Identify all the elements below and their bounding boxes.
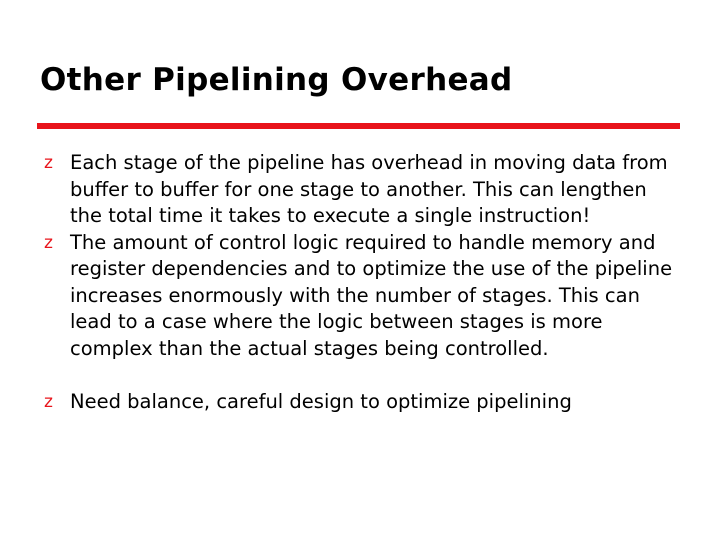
slide-title: Other Pipelining Overhead [40, 62, 513, 98]
bullet-text: Need balance, careful design to optimize pipelining [70, 390, 572, 413]
bullet-marker-icon: z [44, 153, 53, 173]
bullet-item-3 [44, 389, 684, 416]
bullet-marker-icon: z [44, 232, 53, 253]
bullet-item-1 [44, 150, 684, 230]
bullet-marker-icon: z [44, 392, 53, 412]
bullet-list [44, 150, 684, 416]
bullet-item-2 [44, 230, 684, 363]
title-underline [37, 123, 680, 129]
bullet-text: The amount of control logic required to handle memory and register dependencies and to optimize the use of the pipeline increases enormously with the number of stages. This can lead to a case where the logic between stages is more complex than the actual stages being controlled. [70, 230, 673, 360]
bullet-text: Each stage of the pipeline has overhead in moving data from buffer to buffer for one stage to another. This can lengthen the total time it takes to execute a single instruction! [70, 151, 668, 227]
